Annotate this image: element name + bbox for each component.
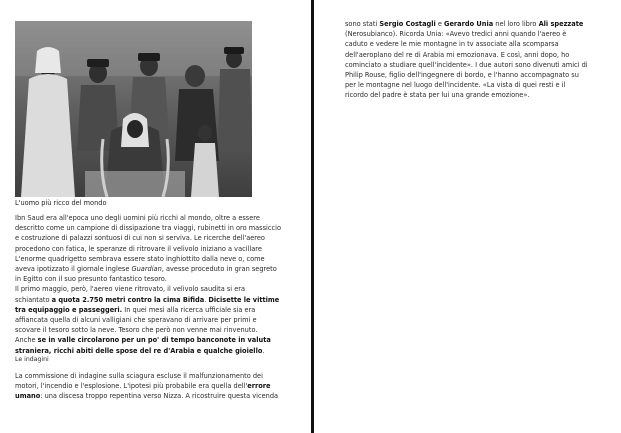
bold-text: a quota 2.750 metri contro la cima Bifida (51, 295, 205, 304)
bold-text: Ali spezzate (538, 20, 584, 28)
paragraph: Anche se in valle circolarono per un po' di tempo banconote in valuta straniera, ricchi abiti delle spose del re d'Arabia e qualche gioiello. (15, 336, 271, 355)
section-subheading: Le indagini (15, 355, 49, 363)
photo-caption: L'uomo più ricco del mondo (15, 199, 107, 207)
paragraph: L'enorme quadrigetto sembrava essere stato inghiottito dalla neve o, come aveva ipotizzato il giornale inglese Guardian, avesse proceduto in gran segreto in Egitto con il suo presunto fantastico tesoro. (15, 254, 277, 284)
bold-text: Sergio Costagli (379, 20, 436, 28)
historical-photo (15, 21, 252, 197)
paragraph: Il primo maggio, però, l'aereo viene ritrovato, il velivolo saudita si era schiantato a quota 2.750 metri contro la cima Bifida. Dicisette le vittime tra equipaggio e passeggeri. In quei mesi alla ricerca ufficiale sia era affiancata quella di alcuni valligiani che speravano di arrivare per primi e scovare il tesoro sotto la neve. Tesoro che però non venne mai rinvenuto. (15, 285, 280, 335)
paragraph: sono stati Sergio Costagli e Gerardo Unia nel loro libro Ali spezzate (Nerosubianco). Ricorda Unia: «Avevo tredici anni quando l'aereo è caduto e vedere le mie montagne in tv associate alla scomparsa dell'aeroplano del re di Arabia mi emozionava. E così, anni dopo, ho cominciato a studiare quell'incidente». I due autori sono divenuti amici di Philip Rouse, figlio dell'ingegnere di bordo, e l'hanno accompagnato su per le montagne nel luogo dell'incidente. «La vista di quei resti e il ricordo del padre è stata per lui una grande emozione». (345, 20, 588, 100)
bold-text: se in valle circolarono per un po' di tempo banconote in valuta straniera, ricchi abiti delle spose del re d'Arabia e qualche gioiello (15, 336, 271, 355)
bold-text: Gerardo Unia (444, 20, 494, 28)
paragraph: La commissione di indagine sulla sciagura escluse il malfunzionamento dei motori, l'incendio e l'esplosione. L'ipotesi più probabile era quella dell'errore umano: una discesa troppo repentina verso Nizza. A ricostruire questa vicenda (15, 371, 279, 401)
bold-text: errore umano (15, 382, 271, 401)
italic-text: Guardian (131, 265, 162, 274)
right-page (314, 0, 621, 433)
paragraph: Ibn Saud era all'epoca uno degli uomini più ricchi al mondo, oltre a essere descritto come un campione di dissipazione tra viaggi, rubinetti in oro massiccio e costruzione di palazzi sontuosi di cui non si serviva. Le ricerche dell'aereo procedono con fatica, le speranze di ritrovare il velivolo iniziano a vacillare (15, 214, 281, 253)
bold-text: Dicisette le vittime tra equipaggio e passeggeri. (15, 295, 280, 314)
left-article-body (15, 213, 281, 401)
right-article-body (345, 19, 590, 101)
